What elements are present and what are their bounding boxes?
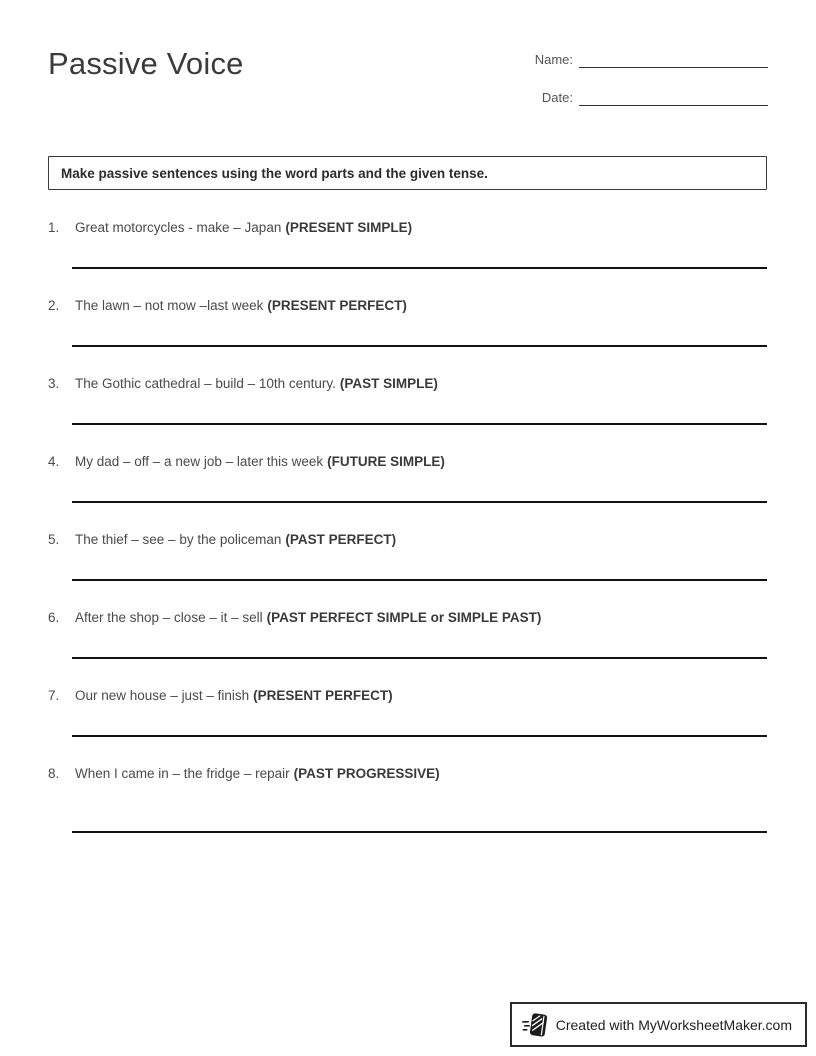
instructions-text: Make passive sentences using the word parts and the given tense. (61, 165, 488, 181)
question-item (48, 608, 767, 686)
question-item (48, 764, 767, 860)
question-text (48, 764, 767, 784)
answer-line[interactable] (72, 579, 767, 581)
name-date-block (500, 50, 768, 126)
question-list (48, 218, 767, 860)
question-prompt: Great motorcycles - make – Japan (75, 220, 282, 235)
question-text (48, 374, 767, 394)
question-item (48, 296, 767, 374)
answer-line[interactable] (72, 345, 767, 347)
question-number: 6. (48, 610, 60, 625)
answer-line[interactable] (72, 735, 767, 737)
page-title: Passive Voice (48, 46, 244, 81)
answer-line[interactable] (72, 267, 767, 269)
question-tense: (PRESENT PERFECT) (253, 688, 393, 703)
question-item (48, 452, 767, 530)
question-tense: (PAST PROGRESSIVE) (293, 766, 440, 781)
question-prompt: When I came in – the fridge – repair (75, 766, 290, 781)
answer-line[interactable] (72, 831, 767, 833)
flying-notebook-icon (522, 1012, 548, 1038)
question-text (48, 296, 767, 316)
question-number: 1. (48, 220, 60, 235)
question-prompt: The Gothic cathedral – build – 10th century. (75, 376, 336, 391)
question-tense: (FUTURE SIMPLE) (327, 454, 445, 469)
credit-badge (510, 1002, 807, 1047)
question-number: 3. (48, 376, 60, 391)
instructions-box (48, 156, 767, 190)
question-prompt: My dad – off – a new job – later this week (75, 454, 324, 469)
question-number: 5. (48, 532, 60, 547)
question-tense: (PRESENT SIMPLE) (285, 220, 413, 235)
date-row (500, 88, 768, 106)
date-label: Date: (541, 90, 573, 105)
question-prompt: The lawn – not mow –last week (75, 298, 264, 313)
question-number: 7. (48, 688, 60, 703)
credit-text: Created with MyWorksheetMaker.com (555, 1016, 792, 1033)
question-text (48, 452, 767, 472)
name-input-line[interactable] (579, 50, 768, 68)
question-number: 4. (48, 454, 60, 469)
question-item (48, 218, 767, 296)
question-item (48, 374, 767, 452)
question-prompt: After the shop – close – it – sell (75, 610, 263, 625)
question-text (48, 530, 767, 550)
name-label: Name: (534, 52, 573, 67)
name-row (500, 50, 768, 68)
question-text (48, 218, 767, 238)
question-item (48, 686, 767, 764)
question-prompt: Our new house – just – finish (75, 688, 250, 703)
answer-line[interactable] (72, 501, 767, 503)
question-prompt: The thief – see – by the policeman (75, 532, 282, 547)
question-tense: (PAST SIMPLE) (339, 376, 438, 391)
question-number: 2. (48, 298, 60, 313)
question-item (48, 530, 767, 608)
answer-line[interactable] (72, 423, 767, 425)
answer-line[interactable] (72, 657, 767, 659)
question-text (48, 608, 767, 628)
question-tense: (PRESENT PERFECT) (267, 298, 407, 313)
date-input-line[interactable] (579, 88, 768, 106)
question-tense: (PAST PERFECT) (285, 532, 397, 547)
question-text (48, 686, 767, 706)
question-tense: (PAST PERFECT SIMPLE or SIMPLE PAST) (266, 610, 542, 625)
question-number: 8. (48, 766, 60, 781)
